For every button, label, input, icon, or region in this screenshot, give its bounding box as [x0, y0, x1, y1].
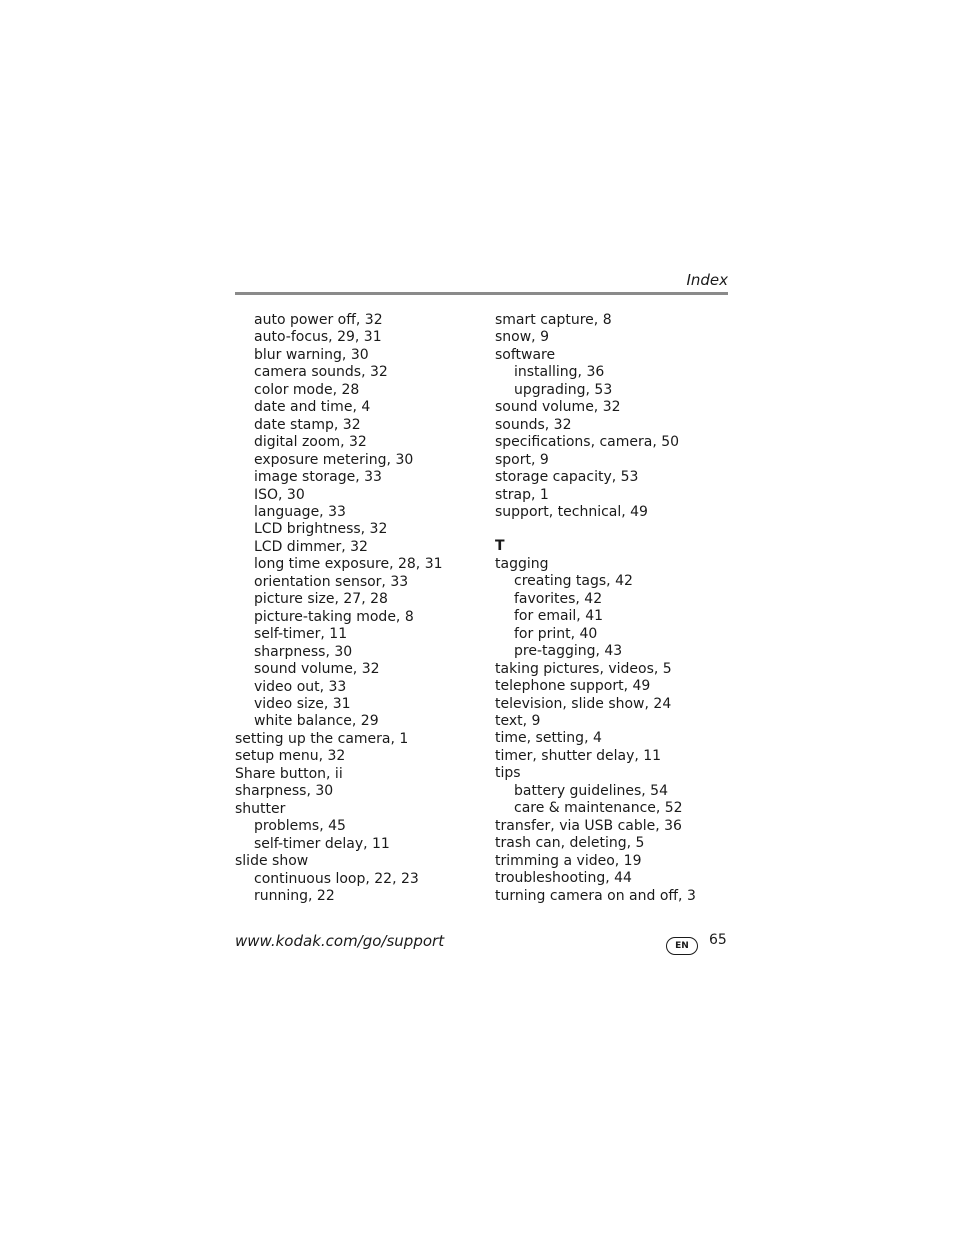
index-entry: timer, shutter delay, 11 [495, 747, 662, 764]
index-entry: snow, 9 [495, 329, 549, 346]
index-subentry: continuous loop, 22, 23 [254, 870, 419, 887]
index-entry: software [495, 346, 556, 363]
index-column-left [235, 312, 480, 905]
index-subentry: picture-taking mode, 8 [254, 608, 414, 625]
index-entry: sounds, 32 [495, 416, 572, 433]
index-subentry: installing, 36 [514, 364, 605, 381]
index-subentry: for email, 41 [514, 608, 604, 625]
index-subentry: date stamp, 32 [254, 416, 361, 433]
index-entry: setup menu, 32 [235, 748, 346, 765]
index-subentry: care & maintenance, 52 [514, 800, 683, 817]
index-subentry: language, 33 [254, 503, 346, 520]
index-entry: time, setting, 4 [495, 730, 602, 747]
index-subentry: self-timer, 11 [254, 626, 348, 643]
index-entry: Share button, ii [235, 765, 343, 782]
index-entry: trash can, deleting, 5 [495, 835, 645, 852]
index-subentry: battery guidelines, 54 [514, 782, 668, 799]
index-subentry: blur warning, 30 [254, 346, 369, 363]
page-number: 65 [709, 932, 727, 948]
index-subentry: long time exposure, 28, 31 [254, 556, 443, 573]
index-entry: transfer, via USB cable, 36 [495, 817, 682, 834]
index-entry: taking pictures, videos, 5 [495, 660, 672, 677]
index-letter-heading: T [495, 538, 505, 555]
index-entry: text, 9 [495, 712, 541, 729]
index-subentry: problems, 45 [254, 818, 346, 835]
index-subentry: picture size, 27, 28 [254, 591, 388, 608]
index-subentry: auto-focus, 29, 31 [254, 329, 382, 346]
index-entry: tips [495, 765, 521, 782]
index-subentry: video size, 31 [254, 695, 351, 712]
index-subentry: digital zoom, 32 [254, 434, 367, 451]
index-entry: sound volume, 32 [495, 399, 621, 416]
index-subentry: ISO, 30 [254, 486, 305, 503]
index-entry: sport, 9 [495, 451, 549, 468]
index-subentry: orientation sensor, 33 [254, 573, 409, 590]
index-subentry: running, 22 [254, 887, 335, 904]
index-column-right [495, 312, 735, 905]
index-entry: trimming a video, 19 [495, 852, 642, 869]
index-entry: support, technical, 49 [495, 503, 648, 520]
index-entry: slide show [235, 853, 309, 870]
index-entry: telephone support, 49 [495, 678, 651, 695]
index-entry: strap, 1 [495, 486, 549, 503]
page-header-title: Index [686, 271, 728, 289]
index-subentry: color mode, 28 [254, 381, 360, 398]
index-entry: troubleshooting, 44 [495, 870, 632, 887]
index-entry: storage capacity, 53 [495, 469, 639, 486]
index-entry: setting up the camera, 1 [235, 730, 409, 747]
index-subentry: sharpness, 30 [254, 643, 353, 660]
index-entry: sharpness, 30 [235, 783, 334, 800]
index-subentry: upgrading, 53 [514, 381, 613, 398]
index-entry: tagging [495, 555, 549, 572]
index-subentry: LCD dimmer, 32 [254, 538, 368, 555]
header-divider [235, 292, 728, 295]
index-subentry: creating tags, 42 [514, 573, 633, 590]
index-entry: smart capture, 8 [495, 312, 612, 328]
index-subentry: white balance, 29 [254, 713, 379, 730]
index-subentry: for print, 40 [514, 625, 598, 642]
index-subentry: video out, 33 [254, 678, 347, 695]
index-entry: television, slide show, 24 [495, 695, 672, 712]
footer-support-url: www.kodak.com/go/support [235, 932, 445, 950]
index-subentry: date and time, 4 [254, 399, 371, 416]
index-subentry: exposure metering, 30 [254, 451, 414, 468]
index-subentry: camera sounds, 32 [254, 364, 388, 381]
index-subentry: pre-tagging, 43 [514, 643, 623, 660]
index-subentry: self-timer delay, 11 [254, 835, 390, 852]
index-subentry: sound volume, 32 [254, 661, 380, 678]
index-entry: specifications, camera, 50 [495, 434, 680, 451]
index-entry: turning camera on and off, 3 [495, 887, 696, 904]
index-entry: shutter [235, 800, 286, 817]
language-badge: EN [666, 937, 698, 955]
index-subentry: image storage, 33 [254, 469, 382, 486]
index-subentry: LCD brightness, 32 [254, 521, 388, 538]
index-subentry: auto power off, 32 [254, 312, 383, 328]
index-subentry: favorites, 42 [514, 590, 603, 607]
